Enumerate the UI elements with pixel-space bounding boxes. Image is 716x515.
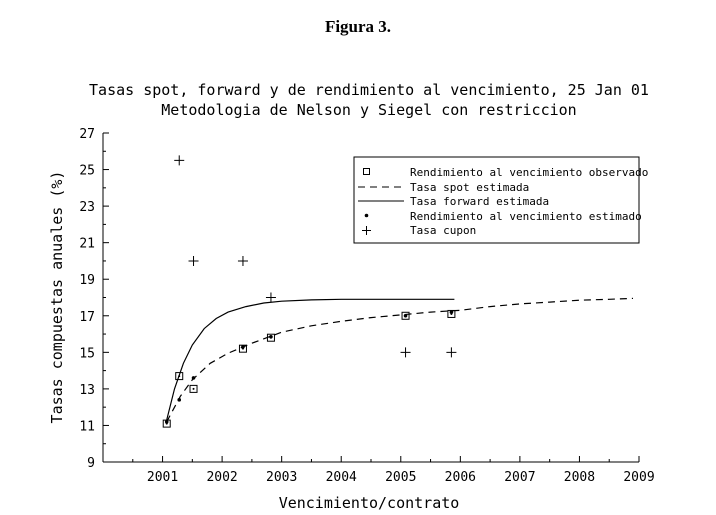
x-tick-label: 2002: [206, 470, 238, 485]
x-tick-label: 2004: [325, 470, 357, 485]
x-tick-label: 2008: [563, 470, 596, 485]
series-tasa-spot-estimada: [167, 298, 633, 421]
x-axis-label: Vencimiento/contrato: [278, 494, 460, 512]
y-tick-label: 25: [79, 163, 95, 179]
coupon-rate-marker: [401, 347, 411, 357]
estimated-yield-marker: [269, 335, 273, 339]
legend-label: Tasa spot estimada: [410, 181, 530, 194]
y-tick-label: 21: [79, 236, 95, 252]
y-tick-label: 27: [79, 127, 95, 142]
legend: [354, 157, 648, 243]
series-rendimiento-al-vencimiento-estimado: [165, 310, 453, 423]
x-tick-label: 2003: [266, 470, 298, 485]
legend-label: Rendimiento al vencimiento estimado: [410, 210, 642, 223]
x-tick-label: 2006: [444, 470, 476, 485]
series-rendimiento-al-vencimiento-observado: [163, 310, 455, 427]
coupon-rate-marker: [189, 256, 199, 266]
y-tick-label: 17: [79, 309, 95, 325]
chart-subtitle: Metodologia de Nelson y Siegel con restriccion: [161, 101, 577, 119]
estimated-yield-marker: [192, 376, 196, 380]
x-tick-label: 2007: [504, 470, 536, 485]
x-tick-label: 2009: [623, 470, 655, 485]
x-tick-label: 2005: [385, 470, 417, 485]
y-tick-label: 23: [79, 200, 95, 216]
observed-yield-marker-center: [193, 388, 195, 390]
estimated-yield-marker: [165, 420, 169, 424]
y-tick-label: 11: [79, 419, 95, 435]
series-tasa-forward-estimada: [167, 299, 455, 420]
coupon-rate-marker: [238, 256, 248, 266]
chart-title: Tasas spot, forward y de rendimiento al vencimiento, 25 Jan 01: [89, 81, 649, 99]
estimated-yield-marker: [404, 314, 408, 318]
coupon-rate-marker: [266, 293, 276, 303]
y-tick-label: 15: [79, 346, 95, 362]
y-tick-label: 19: [79, 273, 95, 289]
coupon-rate-marker: [174, 155, 184, 165]
forward-rate-line: [167, 299, 455, 420]
y-tick-label: 13: [79, 382, 95, 398]
coupon-rate-marker: [446, 347, 456, 357]
x-tick-label: 2001: [146, 470, 179, 485]
legend-label: Rendimiento al vencimiento observado: [410, 166, 649, 179]
legend-label: Tasa forward estimada: [410, 195, 550, 208]
legend-label: Tasa cupon: [410, 224, 477, 237]
estimated-yield-marker: [450, 310, 454, 314]
y-axis-label: Tasas compuestas anuales (%): [48, 170, 66, 424]
legend-dot-marker: [365, 214, 369, 218]
estimated-yield-marker: [177, 398, 181, 402]
spot-rate-line: [167, 298, 633, 421]
figure-label: Figura 3.: [324, 17, 392, 36]
y-tick-label: 9: [87, 456, 95, 471]
estimated-yield-marker: [241, 345, 245, 349]
